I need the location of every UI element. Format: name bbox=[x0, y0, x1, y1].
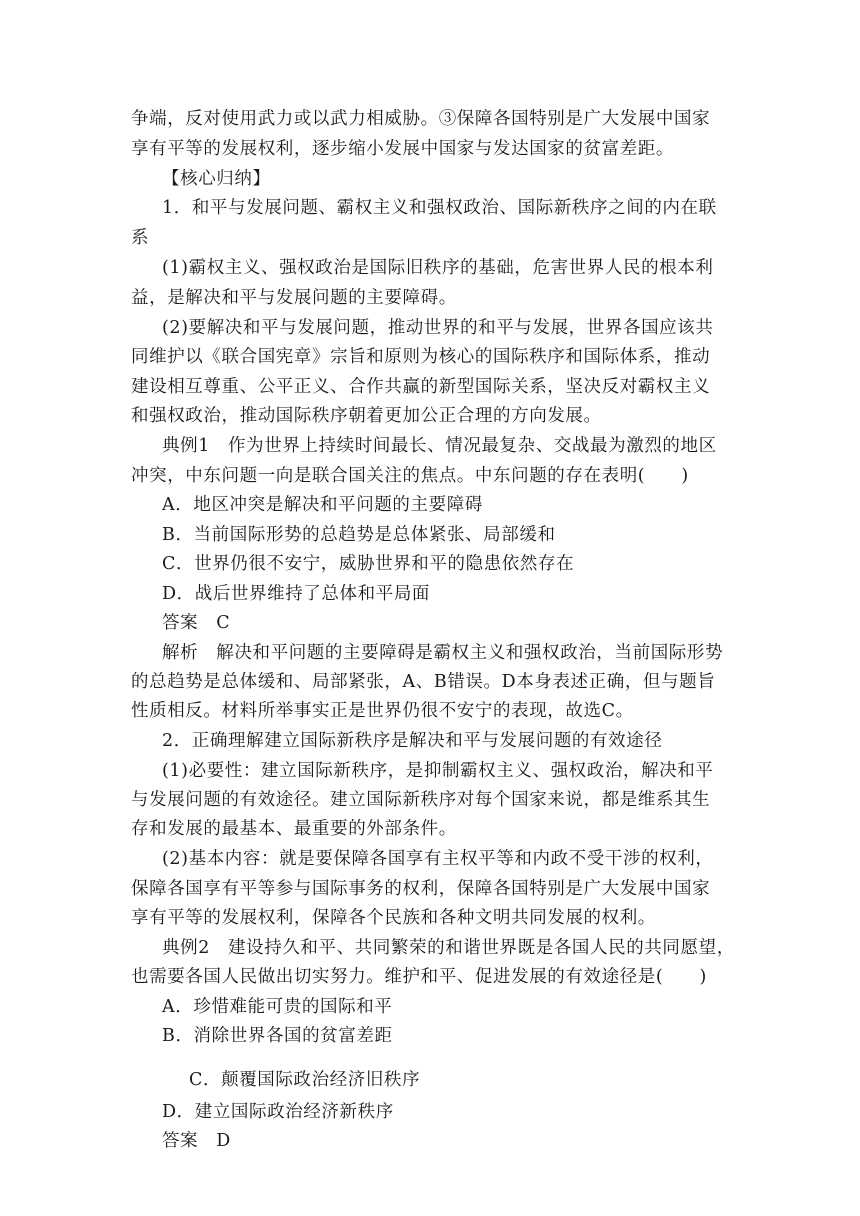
answer: 答案 C bbox=[162, 613, 231, 633]
option-a: A．地区冲突是解决和平问题的主要障碍 bbox=[162, 495, 483, 515]
option-c: C．颠覆国际政治经济旧秩序 bbox=[189, 1070, 421, 1090]
text-line: 的总趋势是总体缓和、局部紧张，A、B错误。D本身表述正确，但与题旨 bbox=[131, 672, 716, 692]
text-line: 存和发展的最基本、最重要的外部条件。 bbox=[131, 819, 457, 839]
text-line: 享有平等的发展权利，逐步缩小发展中国家与发达国家的贫富差距。 bbox=[131, 139, 674, 159]
text-line: (2)基本内容：就是要保障各国享有主权平等和内政不受干涉的权利， bbox=[162, 849, 714, 869]
text-line: 也需要各国人民做出切实努力。维护和平、促进发展的有效途径是( ) bbox=[131, 967, 707, 987]
text-line: (1)霸权主义、强权政治是国际旧秩序的基础，危害世界人民的根本利 bbox=[162, 258, 714, 278]
option-b: B．当前国际形势的总趋势是总体紧张、局部缓和 bbox=[162, 525, 556, 545]
text-line: 和强权政治，推动国际秩序朝着更加公正合理的方向发展。 bbox=[131, 406, 602, 426]
text-line: 系 bbox=[131, 228, 150, 248]
option-c: C．世界仍很不安宁，威胁世界和平的隐患依然存在 bbox=[162, 554, 575, 574]
text-line: 冲突，中东问题一向是联合国关注的焦点。中东问题的存在表明( ) bbox=[131, 466, 689, 486]
example-title: 典例1 作为世界上持续时间最长、情况最复杂、交战最为激烈的地区 bbox=[162, 436, 717, 456]
text-line: 益，是解决和平与发展问题的主要障碍。 bbox=[131, 288, 457, 308]
text-line: 同维护以《联合国宪章》宗旨和原则为核心的国际秩序和国际体系，推动 bbox=[131, 347, 711, 367]
text-line: 2．正确理解建立国际新秩序是解决和平与发展问题的有效途径 bbox=[162, 731, 663, 751]
analysis: 解析 解决和平问题的主要障碍是霸权主义和强权政治，当前国际形势 bbox=[162, 643, 724, 663]
text-line: 享有平等的发展权利，保障各个民族和各种文明共同发展的权利。 bbox=[131, 908, 656, 928]
text-line: 保障各国享有平等参与国际事务的权利，保障各国特别是广大发展中国家 bbox=[131, 879, 711, 899]
section-heading: 【核心归纳】 bbox=[162, 169, 271, 189]
example-title: 典例2 建设持久和平、共同繁荣的和谐世界既是各国人民的共同愿望， bbox=[162, 938, 735, 958]
text-line: 与发展问题的有效途径。建立国际新秩序对每个国家来说，都是维系其生 bbox=[131, 790, 711, 810]
text-line: 争端，反对使用武力或以武力相威胁。③保障各国特别是广大发展中国家 bbox=[131, 109, 711, 129]
option-a: A．珍惜难能可贵的国际和平 bbox=[162, 997, 393, 1017]
text-line: (2)要解决和平与发展问题，推动世界的和平与发展，世界各国应该共 bbox=[162, 318, 714, 338]
text-line: 1．和平与发展问题、霸权主义和强权政治、国际新秩序之间的内在联 bbox=[162, 198, 717, 218]
text-line: 建设相互尊重、公平正义、合作共赢的新型国际关系，坚决反对霸权主义 bbox=[131, 377, 711, 397]
option-b: B．消除世界各国的贫富差距 bbox=[162, 1026, 393, 1046]
text-line: 性质相反。材料所举事实正是世界仍很不安宁的表现，故选C。 bbox=[131, 701, 634, 721]
answer: 答案 D bbox=[162, 1131, 231, 1151]
option-d: D．战后世界维持了总体和平局面 bbox=[162, 584, 431, 604]
text-line: (1)必要性：建立国际新秩序，是抑制霸权主义、强权政治，解决和平 bbox=[162, 761, 714, 781]
option-d: D．建立国际政治经济新秩序 bbox=[162, 1102, 394, 1122]
